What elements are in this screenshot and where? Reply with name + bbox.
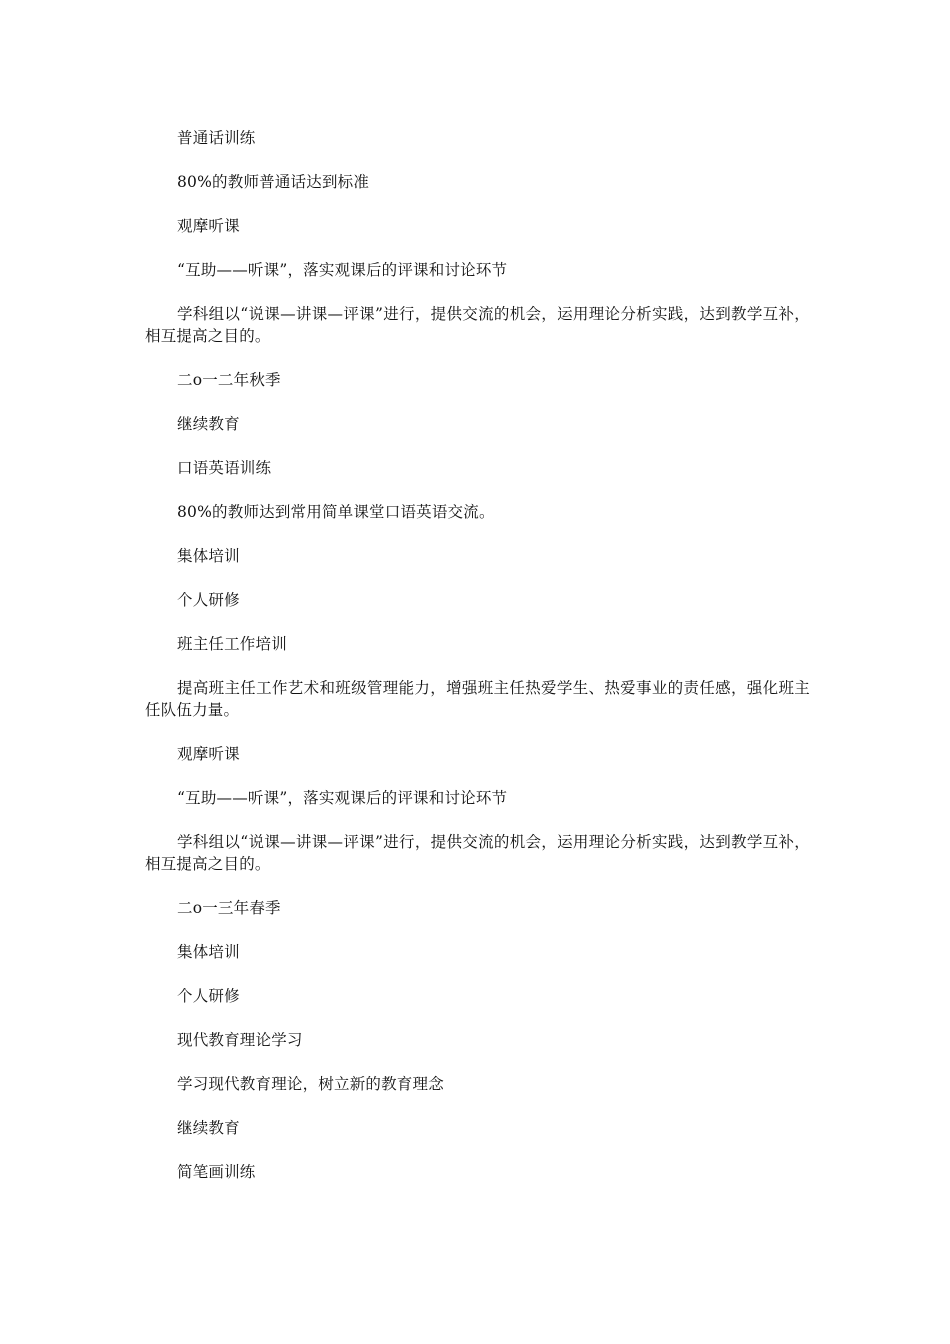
- paragraph: “互助——听课”，落实观课后的评课和讨论环节: [177, 789, 508, 807]
- paragraph: “互助——听课”，落实观课后的评课和讨论环节: [177, 261, 508, 279]
- paragraph: 集体培训: [177, 943, 240, 961]
- paragraph: 口语英语训练: [177, 459, 272, 477]
- paragraph: 继续教育: [177, 1119, 240, 1137]
- paragraph: 观摩听课: [177, 745, 240, 763]
- paragraph: 80%的教师普通话达到标准: [177, 173, 370, 191]
- paragraph: 个人研修: [177, 987, 240, 1005]
- paragraph: 现代教育理论学习: [177, 1031, 303, 1049]
- paragraph: 提高班主任工作艺术和班级管理能力，增强班主任热爱学生、热爱事业的责任感，强化班主任队伍力量。: [145, 679, 810, 719]
- paragraph: 班主任工作培训: [177, 635, 287, 653]
- paragraph: 学科组以“说课—讲课—评课”进行，提供交流的机会，运用理论分析实践，达到教学互补，相互提高之目的。: [145, 833, 810, 873]
- section-heading: 二o一二年秋季: [177, 371, 281, 389]
- document-body: [145, 127, 810, 1205]
- section-heading: 二o一三年春季: [177, 899, 281, 917]
- paragraph: 观摩听课: [177, 217, 240, 235]
- paragraph: 80%的教师达到常用简单课堂口语英语交流。: [177, 503, 495, 521]
- paragraph: 个人研修: [177, 591, 240, 609]
- paragraph: 学习现代教育理论，树立新的教育理念: [177, 1075, 444, 1093]
- paragraph: 集体培训: [177, 547, 240, 565]
- paragraph: 简笔画训练: [177, 1163, 256, 1181]
- paragraph: 学科组以“说课—讲课—评课”进行，提供交流的机会，运用理论分析实践，达到教学互补，相互提高之目的。: [145, 305, 810, 345]
- paragraph: 继续教育: [177, 415, 240, 433]
- paragraph: 普通话训练: [177, 129, 256, 147]
